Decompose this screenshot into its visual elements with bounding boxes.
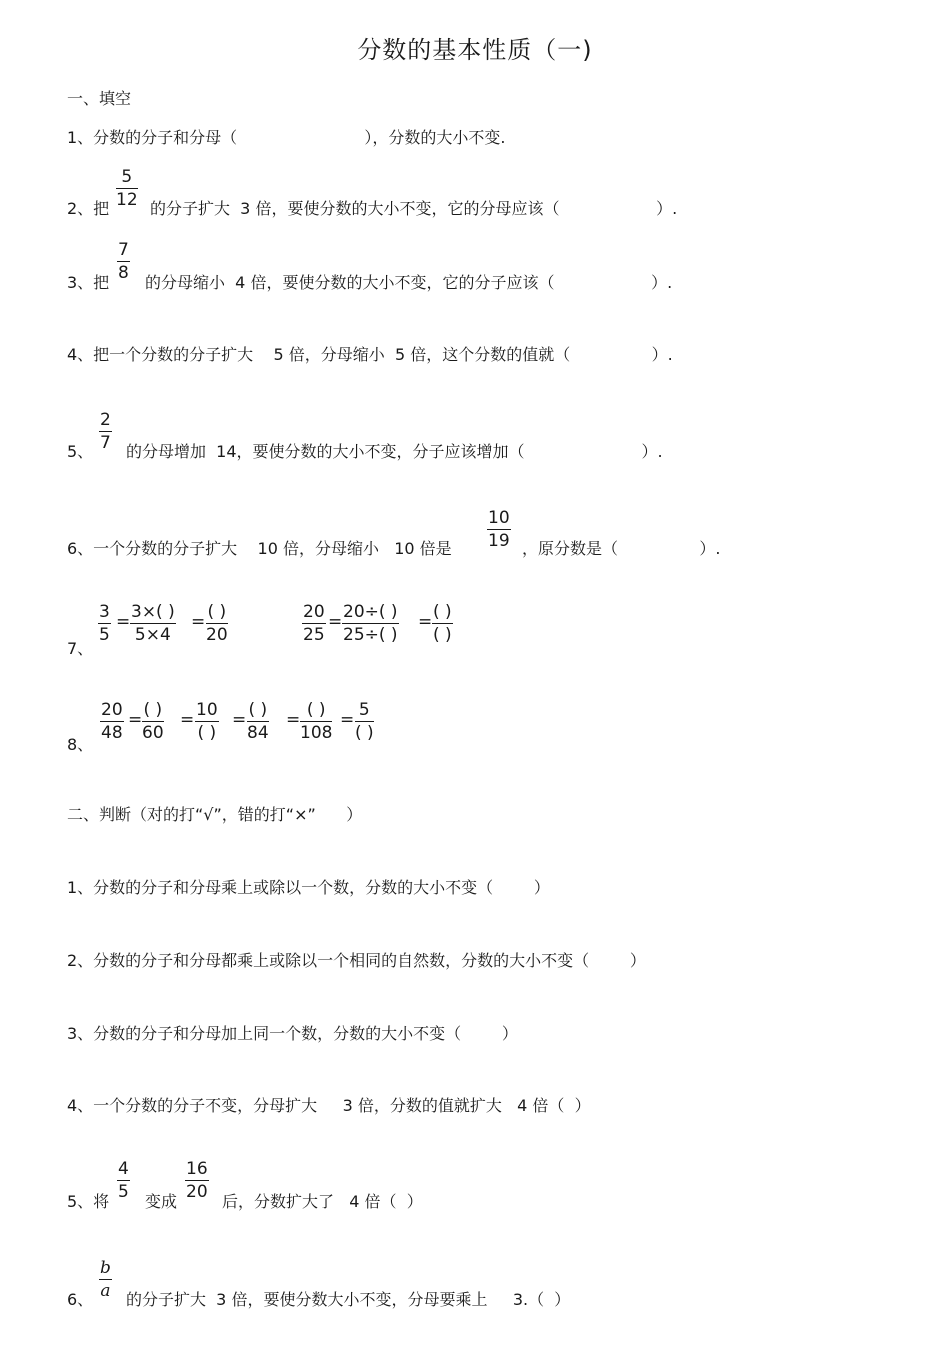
fraction: [302, 602, 326, 645]
s1-question-6-prefix: 6、一个分数的分子扩大 10 倍，分母缩小 10 倍是: [67, 539, 452, 558]
fraction: [100, 700, 124, 743]
equals-sign: =: [191, 612, 206, 632]
fraction: [117, 240, 130, 283]
s1-question-4: 4、把一个分数的分子扩大 5 倍，分母缩小 5 倍，这个分数的值就（ ）.: [67, 345, 673, 364]
section1-heading: 一、填空: [67, 89, 132, 108]
fraction-numerator: ( ): [248, 700, 268, 720]
fraction: [117, 1159, 130, 1202]
fraction-denominator: ( ): [197, 723, 217, 743]
fraction-denominator: 8: [118, 263, 129, 283]
section2-heading: 二、判断（对的打“√”，错的打“×” ）: [67, 805, 363, 824]
equals-sign: =: [128, 710, 143, 730]
fraction: [195, 700, 219, 743]
fraction: [142, 700, 164, 743]
equals-sign: =: [232, 710, 247, 730]
fraction-numerator: 20: [101, 700, 123, 720]
fraction-denominator: 84: [247, 723, 269, 743]
equals-sign: =: [286, 710, 301, 730]
s1-question-6-suffix: ，原分数是（ ）.: [522, 539, 721, 558]
fraction-numerator: 5: [355, 700, 374, 722]
fraction: [116, 167, 138, 210]
s1-question-1: 1、分数的分子和分母（ ），分数的大小不变.: [67, 128, 506, 147]
s1-question-8-label: 8、: [67, 735, 94, 754]
fraction-denominator: 20: [186, 1182, 208, 1202]
fraction-denominator: 5: [118, 1182, 129, 1202]
fraction: [342, 602, 399, 645]
fraction-numerator: ( ): [143, 700, 163, 720]
s1-question-5-prefix: 5、: [67, 442, 94, 461]
fraction-denominator: 60: [142, 723, 164, 743]
fraction-denominator: 7: [100, 433, 111, 453]
fraction: [300, 700, 332, 743]
s2-question-2: 2、分数的分子和分母都乘上或除以一个相同的自然数，分数的大小不变（ ）: [67, 951, 646, 970]
fraction-numerator: ( ): [433, 602, 452, 622]
equals-sign: =: [328, 612, 343, 632]
s1-question-5-suffix: 的分母增加 14，要使分数的大小不变，分子应该增加（ ）.: [126, 442, 663, 461]
fraction-numerator: 4: [118, 1159, 129, 1179]
fraction-denominator: 19: [488, 531, 510, 551]
fraction-numerator: 16: [186, 1159, 208, 1179]
s1-question-3-suffix: 的分母缩小 4 倍，要使分数的大小不变，它的分子应该（ ）.: [145, 273, 673, 292]
fraction-numerator: 20÷( ): [343, 602, 398, 622]
equals-sign: =: [116, 612, 131, 632]
fraction-numerator: 5: [116, 167, 138, 189]
fraction-denominator: 25: [303, 625, 325, 645]
s1-question-2-prefix: 2、把: [67, 199, 110, 218]
s2-question-5-prefix: 5、将: [67, 1192, 110, 1211]
fraction: [247, 700, 269, 743]
fraction: [355, 700, 374, 743]
fraction-denominator: 12: [116, 190, 138, 210]
fraction-numerator: ( ): [207, 602, 227, 622]
fraction: [99, 410, 112, 453]
fraction-denominator: 5×4: [134, 625, 171, 645]
fraction-denominator: 48: [101, 723, 123, 743]
s2-question-6-prefix: 6、: [67, 1290, 94, 1309]
fraction-denominator: 5: [99, 625, 110, 645]
fraction-numerator: 10: [488, 508, 510, 528]
s2-question-6-suffix: 的分子扩大 3 倍，要使分数大小不变，分母要乘上 3.（ ）: [126, 1290, 571, 1309]
fraction-numerator: 3: [99, 602, 110, 622]
fraction-numerator: 3×( ): [131, 602, 175, 622]
fraction: [432, 602, 453, 645]
fraction-numerator: 2: [100, 410, 111, 430]
fraction: [99, 1258, 112, 1301]
fraction: [487, 508, 511, 551]
s2-question-4: 4、一个分数的分子不变，分母扩大 3 倍，分数的值就扩大 4 倍（ ）: [67, 1096, 591, 1115]
s2-question-5-mid: 变成: [145, 1192, 178, 1211]
fraction-denominator: ( ): [355, 723, 374, 743]
s1-question-3-prefix: 3、把: [67, 273, 110, 292]
fraction: [98, 602, 111, 645]
page-title: 分数的基本性质（一): [357, 36, 593, 64]
fraction: [206, 602, 228, 645]
equals-sign: =: [180, 710, 195, 730]
equals-sign: =: [418, 612, 433, 632]
fraction-denominator: a: [100, 1281, 111, 1301]
s2-question-1: 1、分数的分子和分母乘上或除以一个数，分数的大小不变（ ）: [67, 878, 550, 897]
fraction-numerator: ( ): [300, 700, 332, 722]
fraction-numerator: b: [100, 1258, 111, 1278]
fraction: [185, 1159, 209, 1202]
fraction-denominator: 25÷( ): [343, 625, 398, 645]
s2-question-3: 3、分数的分子和分母加上同一个数，分数的大小不变（ ）: [67, 1024, 518, 1043]
s1-question-7-label: 7、: [67, 639, 94, 658]
fraction: [130, 602, 176, 645]
fraction-denominator: 20: [206, 625, 228, 645]
fraction-denominator: 108: [300, 723, 333, 743]
fraction-numerator: 20: [303, 602, 325, 622]
fraction-numerator: 10: [196, 700, 218, 720]
s1-question-2-suffix: 的分子扩大 3 倍，要使分数的大小不变，它的分母应该（ ）.: [150, 199, 678, 218]
fraction-numerator: 7: [118, 240, 129, 260]
s2-question-5-suffix: 后，分数扩大了 4 倍（ ）: [222, 1192, 423, 1211]
fraction-denominator: ( ): [433, 625, 452, 645]
equals-sign: =: [340, 710, 355, 730]
